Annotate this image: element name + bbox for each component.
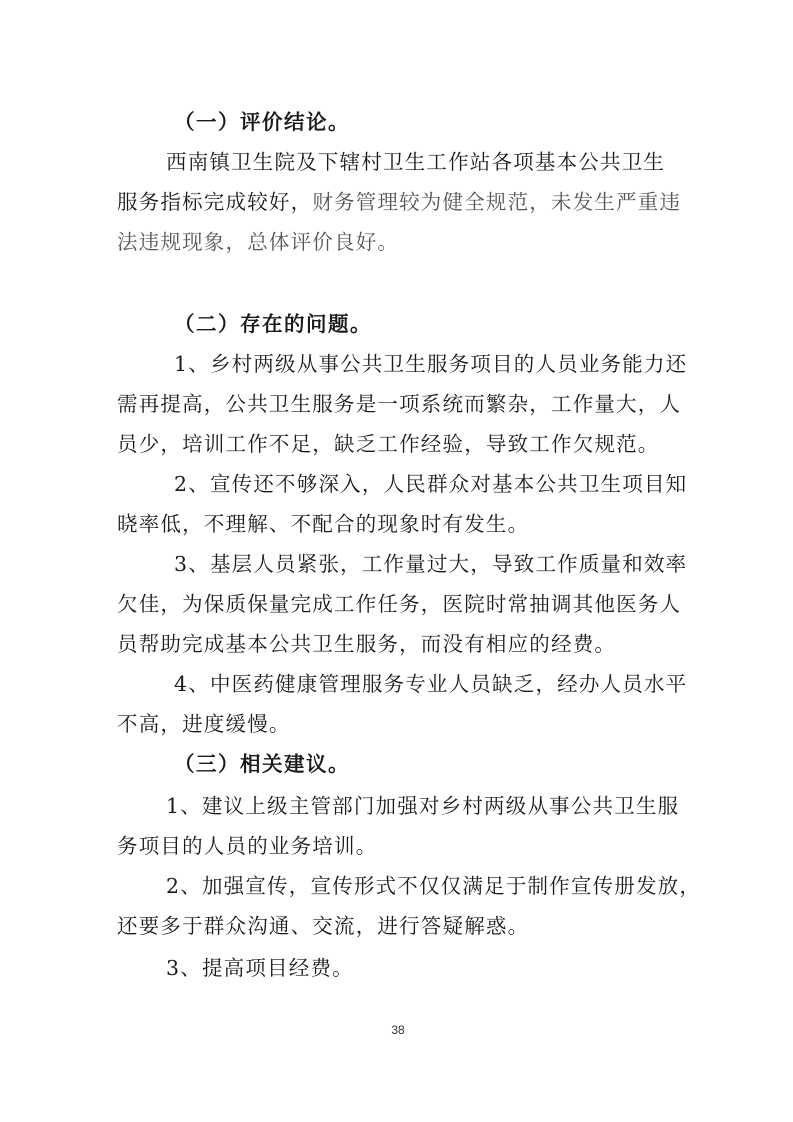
paragraph-line: 西南镇卫生院及下辖村卫生工作站各项基本公共卫生	[166, 150, 666, 174]
paragraph-line: 4、中医药健康管理服务专业人员缺乏，经办人员水平	[174, 672, 688, 696]
paragraph-line: 3、提高项目经费。	[166, 956, 354, 980]
paragraph-line: 需再提高，公共卫生服务是一项系统而繁杂，工作量大，人	[117, 392, 682, 416]
paragraph-line: 3、基层人员紧张，工作量过大，导致工作质量和效率	[174, 552, 688, 576]
paragraph-line: 法违规现象，总体评价良好。	[117, 230, 400, 254]
section-heading-suggestions: （三）相关建议。	[174, 752, 350, 776]
section-heading-evaluation: （一）评价结论。	[174, 110, 350, 134]
section-heading-problems: （二）存在的问题。	[174, 312, 372, 336]
paragraph-line: 晓率低，不理解、不配合的现象时有发生。	[117, 512, 530, 536]
paragraph-line: 还要多于群众沟通、交流，进行答疑解惑。	[117, 914, 530, 938]
paragraph-line: 不高，进度缓慢。	[117, 712, 291, 736]
paragraph-line: 2、加强宣传，宣传形式不仅仅满足于制作宣传册发放，	[166, 874, 702, 898]
paragraph-line: 员少，培训工作不足，缺乏工作经验，导致工作欠规范。	[117, 432, 660, 456]
paragraph-line	[117, 188, 681, 216]
text-segment: 服务指标完成较好，	[117, 190, 313, 214]
text-segment-gray: 财务管理较为健全规范，未发生严重违	[312, 190, 682, 214]
paragraph-line: 1、建议上级主管部门加强对乡村两级从事公共卫生服	[166, 794, 680, 818]
page-number: 38	[391, 1023, 405, 1037]
paragraph-line: 2、宣传还不够深入，人民群众对基本公共卫生项目知	[174, 472, 688, 496]
paragraph-line: 1、乡村两级从事公共卫生服务项目的人员业务能力还	[174, 352, 688, 376]
paragraph-line: 员帮助完成基本公共卫生服务，而没有相应的经费。	[117, 632, 617, 656]
paragraph-line: 务项目的人员的业务培训。	[117, 834, 378, 858]
paragraph-line: 欠佳，为保质保量完成工作任务，医院时常抽调其他医务人	[117, 592, 682, 616]
